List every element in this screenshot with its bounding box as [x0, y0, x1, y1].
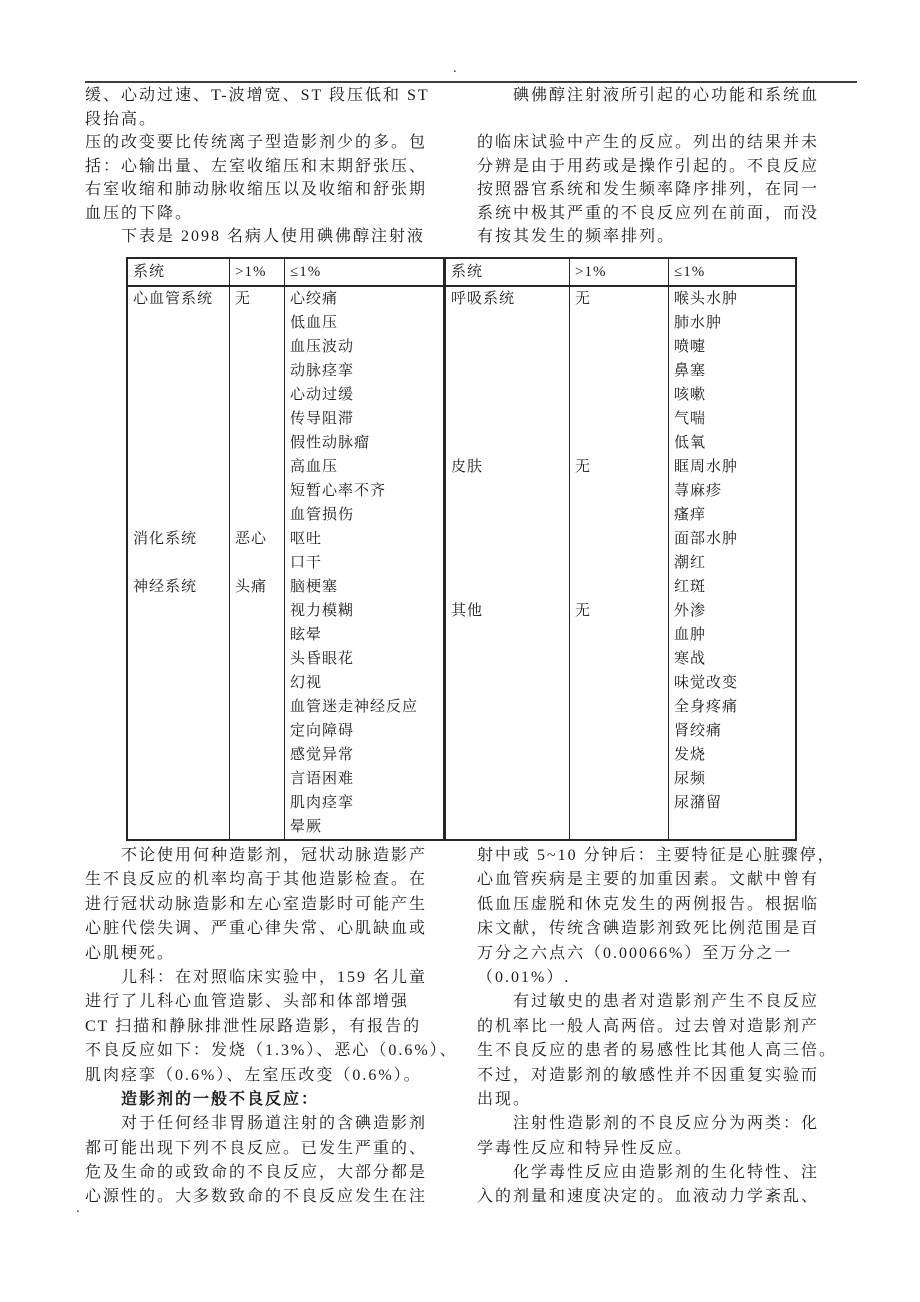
text-line: 有过敏史的患者对造影剂产生不良反应 — [477, 993, 820, 1011]
table-cell-system-right — [446, 551, 570, 575]
text-line: 心血管疾病是主要的加重因素。文献中曾有 — [477, 871, 820, 889]
table-cell-le1pct-right: 低氧 — [674, 435, 707, 451]
text-line: 射中或 5~10 分钟后：主要特征是心脏骤停， — [477, 847, 836, 864]
header-rule — [85, 81, 857, 83]
table-cell-system-left — [128, 479, 230, 503]
table-cell-le1pct-right: 鼻塞 — [674, 363, 707, 379]
table-cell-gt1pct-right — [570, 575, 669, 599]
table-cell-le1pct-right: 发烧 — [674, 747, 707, 763]
table-cell-system-right: 其他 — [446, 599, 570, 623]
table-row — [128, 407, 795, 431]
table-header-cell: ≤1% — [674, 264, 706, 280]
text-line: 对于任何经非胃肠道注射的含碘造影剂 — [85, 1115, 428, 1133]
table-cell-system-right — [446, 335, 570, 359]
table-cell-gt1pct-left — [230, 359, 285, 383]
table-cell-system-right — [446, 791, 570, 815]
table-cell-system-left — [128, 815, 230, 839]
left-column-top-paragraph — [85, 84, 465, 249]
table-cell-le1pct-right: 外渗 — [674, 603, 707, 619]
table-cell-system-right — [446, 623, 570, 647]
table-cell-le1pct-right: 面部水肿 — [674, 531, 739, 547]
table-cell-le1pct-left: 动脉痉挛 — [285, 359, 446, 383]
table-cell-gt1pct-right — [570, 503, 669, 527]
text-line: 床文献，传统含碘造影剂致死比例范围是百 — [477, 920, 820, 938]
table-cell-system-right: 皮肤 — [446, 455, 570, 479]
table-row — [128, 695, 795, 719]
text-line — [477, 108, 867, 132]
table-cell-system-right: 呼吸系统 — [446, 287, 570, 311]
table-cell-gt1pct-right: 无 — [570, 455, 669, 479]
table-cell-le1pct-left: 心绞痛 — [285, 287, 446, 311]
table-cell-gt1pct-left — [230, 623, 285, 647]
text-line: 出现。 — [477, 1090, 532, 1108]
table-cell-system-left — [128, 767, 230, 791]
table-row — [128, 527, 795, 551]
table-cell-le1pct-right: 潮红 — [674, 555, 707, 571]
table-cell-le1pct-left: 感觉异常 — [285, 743, 446, 767]
section-heading-general-adverse-reactions: 造影剂的一般不良反应： — [85, 1090, 320, 1108]
table-cell-system-right — [446, 671, 570, 695]
text-line: 段抬高。 — [85, 110, 158, 128]
table-cell-gt1pct-left: 恶心 — [230, 527, 285, 551]
table-cell-system-left — [128, 551, 230, 575]
table-cell-system-right — [446, 503, 570, 527]
table-row — [128, 287, 795, 311]
text-line: （0.01%）. — [477, 968, 571, 986]
table-row — [128, 623, 795, 647]
table-row — [128, 647, 795, 671]
table-cell-le1pct-left: 短暂心率不齐 — [285, 479, 446, 503]
table-row — [128, 455, 795, 479]
table-cell-system-right — [446, 479, 570, 503]
text-line: 括：心输出量、左室收缩压和末期舒张压、 — [85, 157, 428, 175]
table-cell-le1pct-left: 晕厥 — [285, 815, 446, 839]
text-line: 儿科：在对照临床实验中，159 名儿童 — [85, 968, 428, 986]
table-row — [128, 551, 795, 575]
table-cell-le1pct-right: 尿频 — [674, 771, 707, 787]
table-cell-system-left — [128, 719, 230, 743]
table-cell-gt1pct-left — [230, 671, 285, 695]
table-cell-system-left — [128, 431, 230, 455]
table-cell-system-left — [128, 311, 230, 335]
table-cell-gt1pct-left — [230, 455, 285, 479]
text-line: 万分之六点六（0.00066%）至万分之一 — [477, 944, 793, 962]
table-cell-gt1pct-right — [570, 335, 669, 359]
stray-period-top: . — [453, 60, 457, 76]
table-cell-le1pct-right: 血肿 — [674, 627, 707, 643]
table-cell-gt1pct-left — [230, 647, 285, 671]
table-cell-gt1pct-right — [570, 743, 669, 767]
table-cell-le1pct-right: 肾绞痛 — [674, 723, 723, 739]
table-cell-le1pct-right: 味觉改变 — [674, 675, 739, 691]
table-header-cell: >1% — [570, 259, 669, 285]
table-cell-gt1pct-right — [570, 623, 669, 647]
paragraph-coronary — [85, 844, 470, 1088]
text-line: 心肌梗死。 — [85, 944, 176, 962]
table-cell-gt1pct-right — [570, 551, 669, 575]
table-cell-gt1pct-left — [230, 599, 285, 623]
table-cell-gt1pct-left — [230, 335, 285, 359]
table-cell-le1pct-left: 头昏眼花 — [285, 647, 446, 671]
table-cell-system-left — [128, 623, 230, 647]
table-cell-le1pct-left: 血管迷走神经反应 — [285, 695, 446, 719]
table-cell-le1pct-left: 血压波动 — [285, 335, 446, 359]
table-cell-system-left — [128, 455, 230, 479]
table-cell-le1pct-right: 红斑 — [674, 579, 707, 595]
text-line: 心脏代偿失调、严重心律失常、心肌缺血或 — [85, 920, 428, 938]
text-line: 有按其发生的频率排列。 — [477, 228, 676, 245]
table-cell-system-left — [128, 695, 230, 719]
table-cell-system-right — [446, 431, 570, 455]
text-line: 心源性的。大多数致命的不良反应发生在注 — [85, 1188, 428, 1206]
table-cell-system-right — [446, 527, 570, 551]
table-cell-system-right — [446, 647, 570, 671]
table-row — [128, 767, 795, 791]
text-line: 生不良反应的患者的易感性比其他人高三倍。 — [477, 1042, 838, 1060]
table-cell-system-left — [128, 743, 230, 767]
table-row — [128, 335, 795, 359]
table-cell-le1pct-left: 高血压 — [285, 455, 446, 479]
text-line: 肌肉痉挛（0.6%）、左室压改变（0.6%）。 — [85, 1066, 422, 1084]
right-column-bottom-paragraphs — [477, 844, 872, 1210]
table-row — [128, 791, 795, 815]
text-line: 学毒性反应和特异性反应。 — [477, 1139, 694, 1157]
table-cell-le1pct-left: 眩晕 — [285, 623, 446, 647]
table-header-cell: >1% — [230, 259, 285, 285]
table-cell-gt1pct-right — [570, 767, 669, 791]
table-cell-gt1pct-left — [230, 383, 285, 407]
table-cell-gt1pct-right — [570, 815, 669, 839]
table-cell-system-right — [446, 767, 570, 791]
table-cell-le1pct-right: 喷嚏 — [674, 339, 707, 355]
table-cell-gt1pct-right: 无 — [570, 287, 669, 311]
table-cell-gt1pct-right: 无 — [570, 599, 669, 623]
text-line: 分辨是由于用药或是操作引起的。不良反应 — [477, 157, 820, 175]
table-cell-le1pct-right: 肺水肿 — [674, 315, 723, 331]
table-row — [128, 503, 795, 527]
table-cell-system-right — [446, 311, 570, 335]
table-row — [128, 815, 795, 839]
table-cell-system-left: 神经系统 — [128, 575, 230, 599]
table-cell-gt1pct-right — [570, 647, 669, 671]
left-column-bottom-paragraphs — [85, 844, 470, 1210]
table-cell-gt1pct-right — [570, 527, 669, 551]
text-line: 低血压虚脱和休克发生的两例报告。根据临 — [477, 895, 820, 913]
table-cell-le1pct-left: 幻视 — [285, 671, 446, 695]
table-cell-le1pct-left: 心动过缓 — [285, 383, 446, 407]
table-cell-system-left — [128, 359, 230, 383]
text-line: 缓、心动过速、T-波增宽、ST 段压低和 ST — [85, 87, 430, 104]
table-cell-gt1pct-left — [230, 503, 285, 527]
table-cell-gt1pct-left — [230, 719, 285, 743]
table-row — [128, 311, 795, 335]
table-cell-system-right — [446, 695, 570, 719]
table-body — [128, 287, 795, 839]
table-cell-gt1pct-left — [230, 767, 285, 791]
table-cell-system-left: 心血管系统 — [128, 287, 230, 311]
table-row — [128, 719, 795, 743]
right-column-top-paragraph — [477, 84, 867, 249]
table-cell-le1pct-left: 言语困难 — [285, 767, 446, 791]
table-cell-system-right — [446, 407, 570, 431]
table-cell-gt1pct-left — [230, 311, 285, 335]
table-cell-le1pct-right: 尿潴留 — [674, 795, 723, 811]
table-cell-system-left — [128, 671, 230, 695]
table-cell-le1pct-left: 低血压 — [285, 311, 446, 335]
table-header-cell: 系统 — [446, 259, 570, 285]
table-cell-gt1pct-left — [230, 815, 285, 839]
table-cell-gt1pct-right — [570, 791, 669, 815]
table-cell-gt1pct-left — [230, 479, 285, 503]
table-cell-gt1pct-left — [230, 551, 285, 575]
text-line: 下表是 2098 名病人使用碘佛醇注射液 — [85, 228, 426, 245]
table-cell-le1pct-right: 瘙痒 — [674, 507, 707, 523]
table-cell-system-right — [446, 719, 570, 743]
text-line: 化学毒性反应由造影剂的生化特性、注 — [477, 1164, 820, 1182]
table-cell-le1pct-right: 气喘 — [674, 411, 707, 427]
table-row — [128, 743, 795, 767]
text-line: 注射性造影剂的不良反应分为两类：化 — [477, 1115, 820, 1133]
table-cell-gt1pct-left — [230, 407, 285, 431]
text-line: 进行了儿科心血管造影、头部和体部增强 — [85, 993, 410, 1011]
table-cell-system-right — [446, 575, 570, 599]
text-line: CT 扫描和静脉排泄性尿路造影，有报告的 — [85, 1017, 422, 1035]
table-cell-gt1pct-left — [230, 791, 285, 815]
table-cell-gt1pct-right — [570, 695, 669, 719]
table-row — [128, 575, 795, 599]
table-cell-le1pct-right: 寒战 — [674, 651, 707, 667]
text-line: 压的改变要比传统离子型造影剂少的多。包 — [85, 134, 428, 151]
text-line: 生不良反应的机率均高于其他造影检查。在 — [85, 871, 428, 889]
table-cell-gt1pct-left — [230, 743, 285, 767]
table-row — [128, 431, 795, 455]
text-line: 按照器官系统和发生频率降序排列，在同一 — [477, 181, 820, 198]
table-cell-le1pct-right: 全身疼痛 — [674, 699, 739, 715]
text-line: 危及生命的或致命的不良反应，大部分都是 — [85, 1164, 428, 1182]
text-line: 进行冠状动脉造影和左心室造影时可能产生 — [85, 895, 428, 913]
table-cell-gt1pct-right — [570, 719, 669, 743]
table-cell-le1pct-right: 荨麻疹 — [674, 483, 723, 499]
text-line: 碘佛醇注射液所引起的心功能和系统血 — [477, 87, 820, 104]
table-cell-system-left — [128, 503, 230, 527]
text-line: 的机率比一般人高两倍。过去曾对造影剂产 — [477, 1017, 820, 1035]
stray-period-bottom: . — [76, 1200, 80, 1216]
table-cell-gt1pct-left: 头痛 — [230, 575, 285, 599]
text-line: 的临床试验中产生的反应。列出的结果并未 — [477, 134, 820, 151]
table-cell-gt1pct-right — [570, 359, 669, 383]
table-cell-le1pct-right — [669, 815, 795, 839]
table-cell-gt1pct-right — [570, 479, 669, 503]
text-line: 系统中极其严重的不良反应列在前面，而没 — [477, 204, 820, 222]
table-cell-le1pct-left: 假性动脉瘤 — [285, 431, 446, 455]
table-row — [128, 359, 795, 383]
text-line: 不过，对造影剂的敏感性并不因重复实验而 — [477, 1066, 820, 1084]
table-cell-le1pct-left: 传导阻滞 — [285, 407, 446, 431]
text-line: 血压的下降。 — [85, 204, 194, 222]
table-cell-system-right — [446, 743, 570, 767]
adverse-reactions-table — [126, 257, 797, 841]
table-row — [128, 671, 795, 695]
table-cell-system-right — [446, 383, 570, 407]
table-cell-system-left — [128, 647, 230, 671]
table-cell-gt1pct-left: 无 — [230, 287, 285, 311]
table-cell-le1pct-left: 视力模糊 — [285, 599, 446, 623]
table-cell-le1pct-left: 肌肉痉挛 — [285, 791, 446, 815]
table-cell-system-left — [128, 383, 230, 407]
text-line: 右室收缩和肺动脉收缩压以及收缩和舒张期 — [85, 181, 428, 198]
table-header-cell: ≤1% — [285, 259, 446, 285]
table-header-cell: 系统 — [128, 259, 230, 285]
paragraph-iodinated-agents — [85, 1112, 470, 1210]
text-line: 不良反应如下：发烧（1.3%）、恶心（0.6%）、 — [85, 1042, 458, 1060]
table-cell-le1pct-right: 喉头水肿 — [674, 291, 739, 307]
table-cell-system-left — [128, 335, 230, 359]
table-cell-system-right — [446, 815, 570, 839]
table-cell-le1pct-left: 血管损伤 — [285, 503, 446, 527]
table-cell-gt1pct-right — [570, 431, 669, 455]
text-line: 都可能出现下列不良反应。已发生严重的、 — [85, 1139, 428, 1157]
table-cell-le1pct-right: 咳嗽 — [674, 387, 707, 403]
table-cell-gt1pct-right — [570, 671, 669, 695]
table-row — [128, 599, 795, 623]
table-cell-gt1pct-right — [570, 311, 669, 335]
table-cell-le1pct-left: 口干 — [285, 551, 446, 575]
table-cell-gt1pct-left — [230, 695, 285, 719]
table-cell-gt1pct-right — [570, 383, 669, 407]
table-cell-le1pct-right: 眶周水肿 — [674, 459, 739, 475]
text-line: 不论使用何种造影剂，冠状动脉造影产 — [85, 847, 428, 864]
table-cell-system-left — [128, 791, 230, 815]
table-cell-gt1pct-right — [570, 407, 669, 431]
table-row — [128, 479, 795, 503]
table-cell-gt1pct-left — [230, 431, 285, 455]
table-cell-system-left — [128, 599, 230, 623]
table-header-row — [128, 259, 795, 287]
table-cell-system-left: 消化系统 — [128, 527, 230, 551]
text-line: 入的剂量和速度决定的。血液动力学紊乱、 — [477, 1188, 820, 1206]
table-cell-le1pct-left: 脑梗塞 — [285, 575, 446, 599]
table-cell-le1pct-left: 定向障碍 — [285, 719, 446, 743]
table-cell-system-right — [446, 359, 570, 383]
table-cell-le1pct-left: 呕吐 — [285, 527, 446, 551]
table-cell-system-left — [128, 407, 230, 431]
table-row — [128, 383, 795, 407]
